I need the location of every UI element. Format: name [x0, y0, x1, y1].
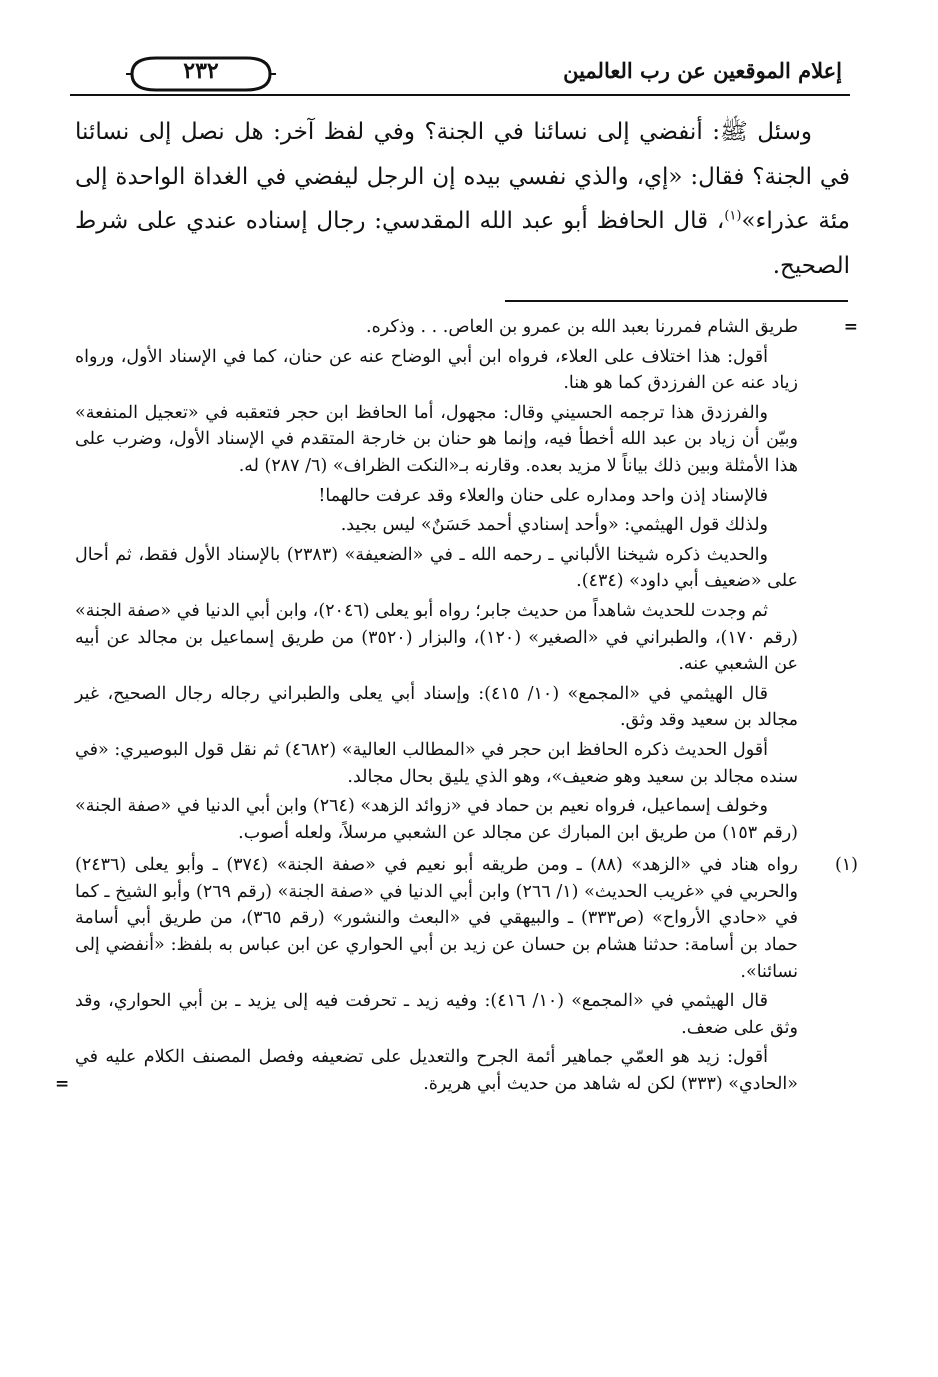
main-text	[75, 110, 850, 288]
footnote-number: (١)	[834, 855, 858, 876]
page-number: ٢٣٢	[183, 58, 219, 84]
footnote-paragraph: فالإسناد إذن واحد ومداره على حنان والعلاء وقد عرفت حالهما!	[318, 485, 768, 506]
page-number-badge	[126, 52, 276, 96]
footnote-paragraph: أقول: هذا اختلاف على العلاء، فرواه ابن أبي الوضاح عنه عن حنان، كما في الإسناد الأول، ورواه زياد عنه عن الفرزدق كما هو هنا.	[75, 346, 798, 394]
footnote-paragraph: ولذلك قول الهيثمي: «وأحد إسنادي أحمد حَسَنٌ» ليس بجيد.	[340, 515, 768, 536]
page-header	[70, 44, 850, 102]
footnote-paragraph: رواه هناد في «الزهد» (٨٨) ـ ومن طريقه أبو نعيم في «صفة الجنة» (٣٧٤) ـ وأبو يعلى (٢٤٣٦) والحربي في «غريب الحديث» (١/ ٢٦٦) وابن أبي الدنيا في «صفة الجنة» (رقم ٢٦٩) وأبو الشيخ ـ كما في «حادي الأرواح» (ص٣٣٣) ـ والبيهقي في «البعث والنشور» (رقم ٣٦٥)، من طريق أبي أسامة حماد بن أسامة: حدثنا هشام بن حسان عن زيد بن أبي الحواري عن ابن عباس به بلفظ: «أنفضي إلى نسائنا».	[75, 855, 799, 982]
footnote-reference[interactable]: (١)	[724, 208, 742, 224]
footnote-paragraph: ثم وجدت للحديث شاهداً من حديث جابر؛ رواه أبو يعلى (٢٠٤٦)، وابن أبي الدنيا في «صفة الجنة» (رقم ١٧٠)، والطبراني في «الصغير» (١٢٠)، والبزار (٣٥٢٠) من طريق إسماعيل بن مجالد عن أبيه عن الشعبي عنه.	[75, 600, 798, 675]
continued-footnote	[75, 314, 858, 846]
footnote-paragraph: طريق الشام فمررنا بعبد الله بن عمرو بن العاص. . . وذكره.	[366, 317, 798, 337]
footnote-paragraph: والحديث ذكره شيخنا الألباني ـ رحمه الله ـ في «الضعيفة» (٢٣٨٣) بالإسناد الأول فقط، ثم أحال على «ضعيف أبي داود» (٤٣٤).	[75, 544, 798, 592]
main-text-part-2: ، قال الحافظ أبو عبد الله المقدسي: رجال إسناده عندي على شرط الصحيح.	[75, 208, 850, 279]
footnotes	[55, 314, 858, 1101]
footnote-paragraph: قال الهيثمي في «المجمع» (١٠/ ٤١٦): وفيه زيد ـ تحرفت فيه إلى يزيد ـ بن أبي الحواري، وقد وثق على ضعف.	[75, 991, 798, 1038]
footnote-1	[55, 852, 858, 1097]
footnote-paragraph: قال الهيثمي في «المجمع» (١٠/ ٤١٥): وإسناد أبي يعلى والطبراني رجاله رجال الصحيح، غير مجالد بن سعيد وقد وثق.	[75, 683, 798, 731]
footnote-paragraph: أقول الحديث ذكره الحافظ ابن حجر في «المطالب العالية» (٤٦٨٢) ثم نقل قول البوصيري: «في سنده مجالد بن سعيد وهو ضعيف»، وهو الذي يليق بحال مجالد.	[75, 739, 798, 787]
main-text-part-1: وسئل ﷺ: أنفضي إلى نسائنا في الجنة؟ وفي لفظ آخر: هل نصل إلى نسائنا في الجنة؟ فقال: «إي، والذي نفسي بيده إن الرجل ليفضي في الغداة الواحدة إلى مئة عذراء»	[75, 119, 850, 234]
header-rule	[70, 94, 850, 96]
main-paragraph	[75, 110, 850, 288]
running-title: إعلام الموقعين عن رب العالمين	[563, 58, 842, 83]
footnote-paragraph: أقول: زيد هو العمّي جماهير أئمة الجرح والتعديل على تضعيفه وفصل المصنف الكلام عليه في «الحادي» (٣٣٣) لكن له شاهد من حديث أبي هريرة.	[75, 1047, 798, 1095]
continues-mark: =	[55, 1074, 70, 1095]
footnote-paragraph: وخولف إسماعيل، فرواه نعيم بن حماد في «زوائد الزهد» (٢٦٤) وابن أبي الدنيا في «صفة الجنة» (رقم ١٥٣) من طريق ابن المبارك عن مجالد عن الشعبي مرسلاً، ولعله أصوب.	[75, 796, 798, 843]
continuation-mark: =	[843, 317, 858, 337]
footnote-paragraph: والفرزدق هذا ترجمه الحسيني وقال: مجهول، أما الحافظ ابن حجر فتعقبه في «تعجيل المنفعة» وبيّن أن زياد بن عبد الله أخطأ فيه، وإنما هو حنان بن خارجة المتقدم في الإسناد الأول، وضرب على هذا الأمثلة وبين ذلك بياناً لا مزيد بعده. وقارنه بـ«النكت الظراف» (٦/ ٢٨٧) له.	[75, 402, 798, 476]
footnote-separator	[505, 300, 848, 302]
